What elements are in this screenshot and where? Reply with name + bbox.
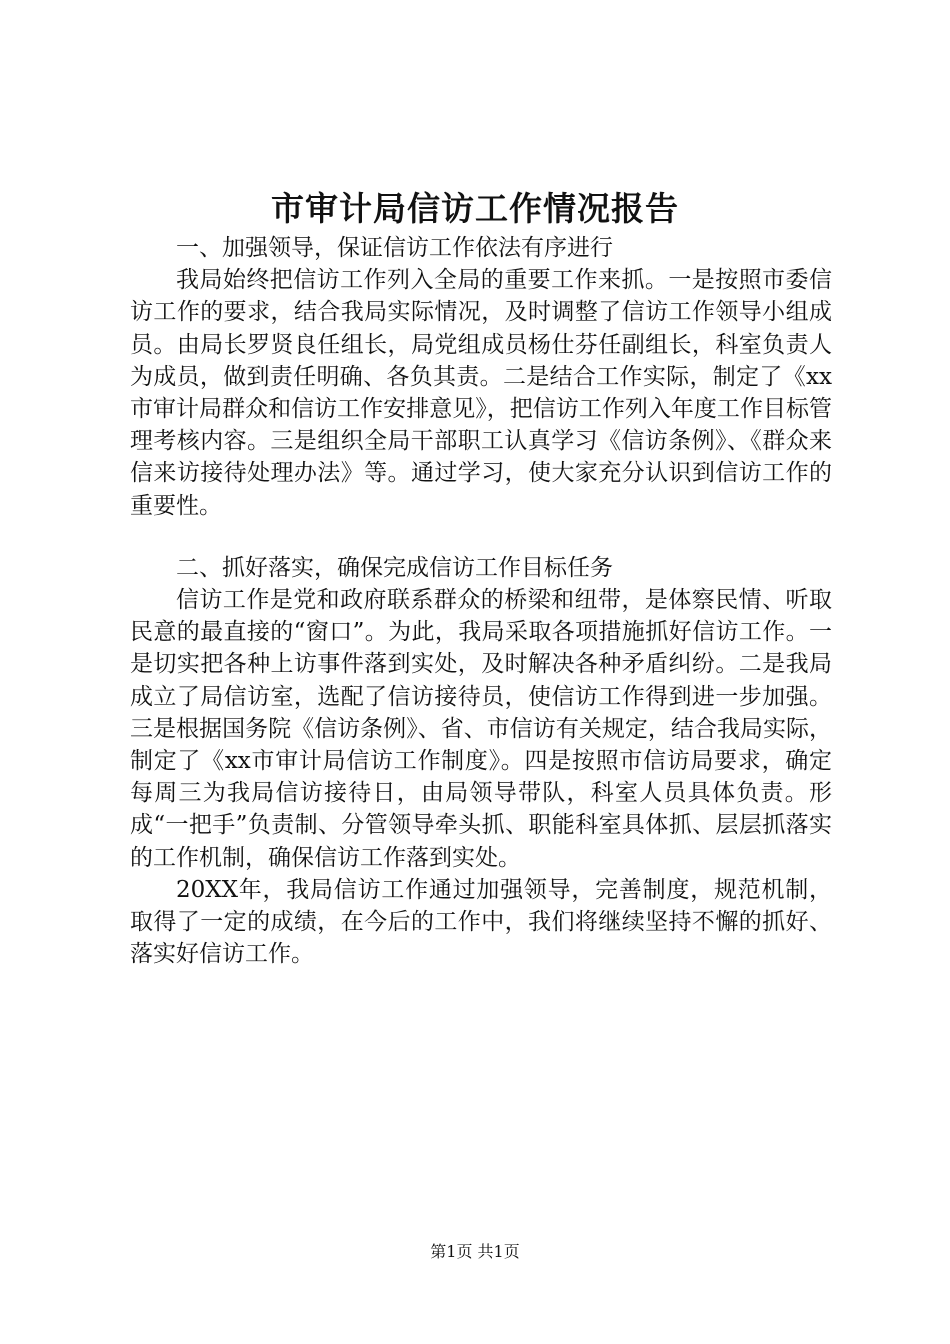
page-number-footer: 第1页 共1页 xyxy=(430,1242,520,1261)
conclusion-paragraph: 20XX年，我局信访工作通过加强领导，完善制度，规范机制，取得了一定的成绩，在今后的工作中，我们将继续坚持不懈的抓好、落实好信访工作。 xyxy=(130,876,832,968)
section-2-paragraph: 信访工作是党和政府联系群众的桥梁和纽带，是体察民情、听取民意的最直接的“窗口”。为此，我局采取各项措施抓好信访工作。一是切实把各种上访事件落到实处，及时解决各种矛盾纠纷。二是我局成立了局信访室，选配了信访接待员，使信访工作得到进一步加强。三是根据国务院《信访条例》、省、市信访有关规定，结合我局实际，制定了《xx市审计局信访工作制度》。四是按照市信访局要求，确定每周三为我局信访接待日，由局领导带队，科室人员具体负责。形成“一把手”负责制、分管领导牵头抓、职能科室具体抓、层层抓落实的工作机制，确保信访工作落到实处。 xyxy=(130,587,832,871)
section-1-paragraph: 我局始终把信访工作列入全局的重要工作来抓。一是按照市委信访工作的要求，结合我局实际情况，及时调整了信访工作领导小组成员。由局长罗贤良任组长，局党组成员杨仕芬任副组长，科室负责人为成员，做到责任明确、各负其责。二是结合工作实际，制定了《xx市审计局群众和信访工作安排意见》，把信访工作列入年度工作目标管理考核内容。三是组织全局干部职工认真学习《信访条例》、《群众来信来访接待处理办法》等。通过学习，使大家充分认识到信访工作的重要性。 xyxy=(130,267,832,519)
document-body xyxy=(130,232,832,970)
section-2-heading: 二、抓好落实，确保完成信访工作目标任务 xyxy=(176,554,613,581)
section-1-heading: 一、加强领导，保证信访工作依法有序进行 xyxy=(176,235,613,261)
section-spacer xyxy=(130,522,832,552)
document-title: 市审计局信访工作情况报告 xyxy=(271,189,679,228)
